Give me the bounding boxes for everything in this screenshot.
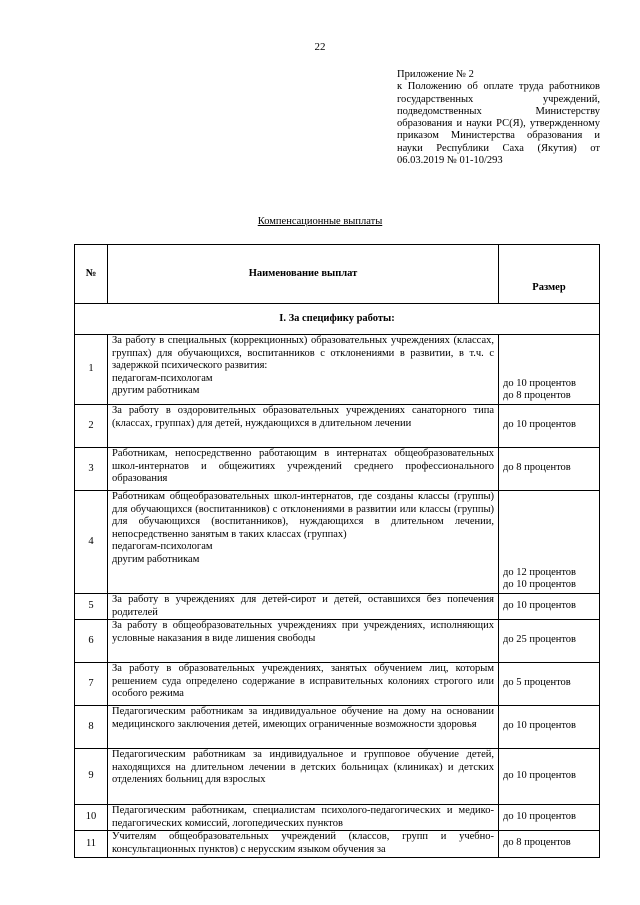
row-size: до 8 процентов [503, 390, 571, 402]
table-row [75, 405, 600, 448]
row-subitem: педагогам-психологам [112, 372, 213, 384]
row-subitem: другим работникам [112, 553, 200, 565]
appendix-title: Приложение № 2 [397, 69, 474, 80]
row-number: 6 [75, 620, 108, 663]
table-row [75, 594, 600, 620]
row-size-cell [499, 405, 600, 448]
row-description: Педагогическим работникам за индивидуальное обучение на дому на основании медицинского заключения детей, имеющих ограниченные возможности здоровья [112, 706, 494, 730]
header-size: Размер [499, 245, 600, 304]
row-description-cell [108, 706, 499, 749]
header-name: Наименование выплат [108, 245, 499, 304]
section-row [75, 304, 600, 335]
table-row [75, 620, 600, 663]
row-number: 3 [75, 448, 108, 491]
table-row [75, 491, 600, 594]
row-size-cell [499, 663, 600, 706]
row-description-cell [108, 491, 499, 594]
row-size-cell [499, 831, 600, 857]
row-subitem: педагогам-психологам [112, 541, 213, 553]
row-number: 11 [75, 831, 108, 857]
row-description: Учителям общеобразовательных учреждений (классов, групп и учебно-консультационных пунктов) с нерусским языком обучения за [112, 831, 494, 855]
row-number: 2 [75, 405, 108, 448]
row-size: до 10 процентов [503, 419, 577, 431]
row-number: 4 [75, 491, 108, 594]
row-size-cell [499, 491, 600, 594]
table-row [75, 448, 600, 491]
page-number: 22 [314, 41, 326, 53]
row-size: до 10 процентов [503, 810, 577, 822]
row-subitem: другим работникам [112, 385, 200, 397]
row-number: 10 [75, 805, 108, 831]
row-size: до 8 процентов [503, 837, 571, 849]
row-description-cell [108, 448, 499, 491]
row-size: до 8 процентов [503, 462, 571, 474]
row-description: За работу в образовательных учреждениях, занятых обучением лиц, которым решением суда определено содержание в исправительных колониях строгого или особого режима [112, 663, 494, 700]
row-description: За работу в специальных (коррекционных) образовательных учреждениях (классах, группах) для обучающихся, воспитанников с отклонениями в развитии, в т.ч. с задержкой психического развития: [112, 335, 494, 372]
row-description-cell [108, 663, 499, 706]
row-description-cell [108, 805, 499, 831]
row-size: до 10 процентов [503, 720, 577, 732]
row-size: до 25 процентов [503, 634, 577, 646]
row-size-cell [499, 805, 600, 831]
row-size: до 10 процентов [503, 599, 577, 611]
row-size-cell [499, 749, 600, 805]
table-row [75, 805, 600, 831]
row-size-cell [499, 594, 600, 620]
document-heading [0, 216, 640, 229]
row-number: 5 [75, 594, 108, 620]
row-description-cell [108, 620, 499, 663]
row-description: За работу в оздоровительных образовательных учреждениях санаторного типа (классах, группах) для детей, нуждающихся в длительном лечении [112, 405, 494, 429]
table-row [75, 831, 600, 857]
table-row [75, 335, 600, 405]
row-description: Работникам общеобразовательных школ-интернатов, где созданы классы (группы) для обучающихся (воспитанников) с отклонениями в развитии или классы (группы) для обучающихся (воспитанников), нуждающихся в длительном лечении, непосредственно занятым в таких классах (группах) [112, 491, 494, 540]
table-row [75, 663, 600, 706]
compensation-table [74, 244, 600, 858]
heading-text: Компенсационные выплаты [257, 216, 383, 227]
appendix-note [397, 69, 600, 167]
header-num: № [75, 245, 108, 304]
row-description: Педагогическим работникам, специалистам психолого-педагогических и медико-педагогических комиссий, логопедических пунктов [112, 805, 494, 829]
row-description-cell [108, 594, 499, 620]
row-size: до 5 процентов [503, 677, 571, 689]
row-size-cell [499, 448, 600, 491]
row-size-cell [499, 706, 600, 749]
row-description-cell [108, 405, 499, 448]
section-title: I. За специфику работы: [75, 304, 600, 335]
row-size: до 10 процентов [503, 377, 577, 389]
table-row [75, 706, 600, 749]
row-description-cell [108, 749, 499, 805]
row-number: 9 [75, 749, 108, 805]
appendix-text: к Положению об оплате труда работников государственных учреждений, подведомственных Министерству образования и науки РС(Я), утвержденному приказом Министерства образования и науки Республики Саха (Якутия) от 06.03.2019 № 01-10/293 [397, 81, 600, 167]
row-description: За работу в общеобразовательных учреждениях при учреждениях, исполняющих условные наказания в виде лишения свободы [112, 620, 494, 644]
row-description-cell [108, 831, 499, 857]
row-size: до 12 процентов [503, 566, 577, 578]
row-size-cell [499, 335, 600, 405]
row-description: Педагогическим работникам за индивидуальное и групповое обучение детей, находящихся на длительном лечении в детских больницах (клиниках) и детских отделениях больниц для взрослых [112, 749, 494, 786]
row-number: 8 [75, 706, 108, 749]
table-body [75, 335, 600, 858]
row-number: 7 [75, 663, 108, 706]
row-description: Работникам, непосредственно работающим в интернатах общеобразовательных школ-интернатов и общежитиях учреждений среднего профессионального образования [112, 448, 494, 485]
row-description: За работу в учреждениях для детей-сирот и детей, оставшихся без попечения родителей [112, 594, 494, 618]
row-size-cell [499, 620, 600, 663]
row-number: 1 [75, 335, 108, 405]
row-description-cell [108, 335, 499, 405]
table-row [75, 749, 600, 805]
row-size: до 10 процентов [503, 579, 577, 591]
row-size: до 10 процентов [503, 769, 577, 781]
table-header-row [75, 245, 600, 304]
